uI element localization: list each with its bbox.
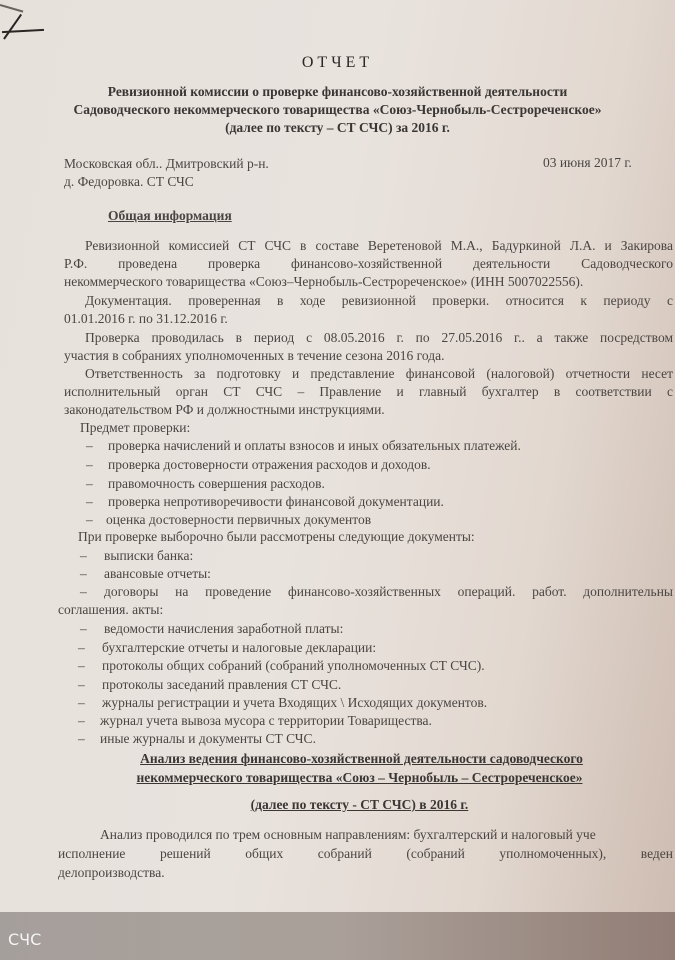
list-dash: – [80,566,87,581]
list-item: журнал учета вывоза мусора с территории Товарищества. [100,713,432,728]
list-dash: – [78,677,85,692]
list-item: оценка достоверности первичных документов [106,512,372,527]
paragraph-line: участия в собраниях уполномоченных в течение сезона 2016 года. [64,348,445,363]
location-line: Московская обл.. Дмитровский р-н. [64,156,269,171]
list-dash: – [86,476,93,491]
list-dash: – [86,438,93,453]
list-item: выписки банка: [104,548,194,563]
list-dash: – [80,548,87,563]
list-item: авансовые отчеты: [104,566,211,581]
paragraph-line: исполнительный орган СТ СЧС – Правление и главный бухгалтер в соответствии с [64,384,673,399]
list-item: иные журналы и документы СТ СЧС. [100,731,316,746]
list-item: проверка начислений и оплаты взносов и иных обязательных платежей. [108,438,521,453]
list-dash: – [78,731,85,746]
list-item: бухгалтерские отчеты и налоговые декларации: [102,640,377,655]
paragraph-line: делопроизводства. [58,865,165,880]
document-date: 03 июня 2017 г. [543,155,632,170]
photo-bottom-band [0,912,675,960]
paragraph-line: некоммерческого товарищества «Союз–Чернобыль-Сестрореченское» (ИНН 5007022556). [64,274,584,289]
list-dash: – [86,457,93,472]
paragraph-line: исполнение решений общих собраний (собраний уполномоченных), веден [58,846,673,861]
paragraph-line: Анализ проводился по трем основным направлениям: бухгалтерский и налоговый уче [100,827,596,842]
list-item: протоколы общих собраний (собраний уполномоченных СТ СЧС). [102,658,485,673]
list-dash: – [86,512,93,527]
list-dash: – [78,713,85,728]
subtitle-line: Ревизионной комиссии о проверке финансово-хозяйственной деятельности [107,84,568,99]
section-heading-analysis: Анализ ведения финансово-хозяйственной деятельности садоводческого [140,751,583,766]
pen-mark [0,4,23,13]
list-dash: – [78,658,85,673]
paragraph-line: законодательством РФ и должностными инструкциями. [64,402,385,417]
paragraph-line: Р.Ф. проведена проверка финансово-хозяйственной деятельности Садоводческого [64,256,673,271]
paragraph-line: 01.01.2016 г. по 31.12.2016 г. [64,311,228,326]
documents-label: При проверке выборочно были рассмотрены следующие документы: [78,529,475,544]
location-line: д. Федоровка. СТ СЧС [64,174,194,189]
list-item: проверка непротиворечивости финансовой документации. [108,494,444,509]
list-item: ведомости начисления заработной платы: [104,621,344,636]
list-dash: – [80,621,87,636]
list-item: проверка достоверности отражения расходов и доходов. [108,457,431,472]
paragraph-line: Ответственность за подготовку и представление финансовой (налоговой) отчетности несет [85,366,673,381]
paragraph-line: Документация. проверенная в ходе ревизионной проверки. относится к периоду с [85,293,673,308]
section-heading-general: Общая информация [108,208,232,223]
list-item: договоры на проведение финансово-хозяйственных операций. работ. дополнительны [104,584,673,599]
list-item-continuation: соглашения. акты: [58,602,164,617]
paragraph-line: Ревизионной комиссией СТ СЧС в составе Веретеновой М.А., Бадуркиной Л.А. и Закирова [85,238,673,253]
list-dash: – [86,494,93,509]
subtitle-line: Садоводческого некоммерческого товарищества «Союз-Чернобыль-Сестрореченское» [73,102,602,117]
section-heading-analysis: некоммерческого товарищества «Союз – Чернобыль – Сестрореченское» [136,770,583,785]
list-item: правомочность совершения расходов. [108,476,325,491]
list-item: протоколы заседаний правления СТ СЧС. [102,677,342,692]
list-dash: – [78,640,85,655]
section-heading-analysis: (далее по тексту - СТ СЧС) в 2016 г. [250,797,469,812]
list-dash: – [78,695,85,710]
handwritten-cross-mark [3,14,22,40]
paragraph-line: Проверка проводилась в период с 08.05.2016 г. по 27.05.2016 г.. а также посредством [85,330,673,345]
list-dash: – [80,584,87,599]
subject-label: Предмет проверки: [80,420,191,435]
document-title: ОТЧЕТ [301,54,374,71]
subtitle-line: (далее по тексту – СТ СЧС) за 2016 г. [225,120,450,135]
footer-label: СЧС [8,930,42,949]
list-item: журналы регистрации и учета Входящих \ Исходящих документов. [102,695,488,710]
